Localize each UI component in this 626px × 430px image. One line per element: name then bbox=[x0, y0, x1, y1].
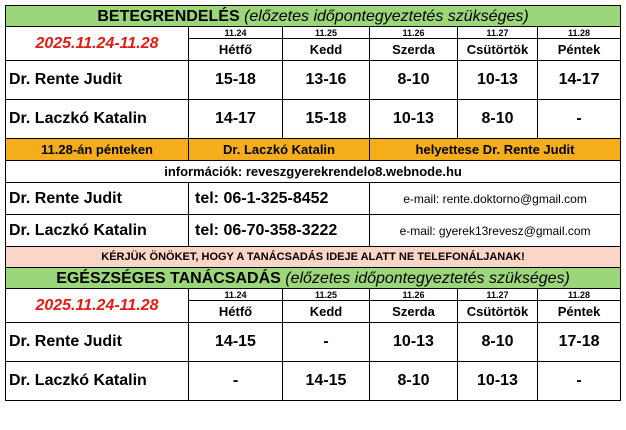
contact-row bbox=[6, 215, 621, 247]
section1-cell: 10-13 bbox=[370, 100, 458, 139]
email-label: e-mail: bbox=[399, 223, 436, 238]
section1-title-bar bbox=[6, 6, 621, 27]
section2-cell: 14-15 bbox=[283, 362, 370, 401]
contact-row bbox=[6, 183, 621, 215]
schedule-table bbox=[5, 5, 621, 401]
section2-day-5: Péntek bbox=[538, 301, 621, 323]
section1-cell: 14-17 bbox=[189, 100, 283, 139]
table-row bbox=[6, 323, 621, 362]
section2-cell: 17-18 bbox=[538, 323, 621, 362]
schedule-sheet bbox=[5, 5, 620, 423]
section1-subtitle: (előzetes időpontegyeztetés szükséges) bbox=[244, 7, 529, 25]
section2-day-2: Kedd bbox=[283, 301, 370, 323]
table-row bbox=[6, 362, 621, 401]
section1-day-4: Csütörtök bbox=[458, 39, 538, 61]
section2-subtitle: (előzetes időpontegyeztetés szükséges) bbox=[285, 269, 570, 287]
info-line: információk: reveszgyerekrendelo8.webnode.hu bbox=[6, 161, 621, 183]
section2-date-range: 2025.11.24-11.28 bbox=[6, 289, 189, 323]
section1-doctor-1: Dr. Rente Judit bbox=[6, 61, 189, 100]
contact-doctor-1: Dr. Rente Judit bbox=[6, 183, 189, 215]
notice-part-2: Dr. Laczkó Katalin bbox=[189, 139, 370, 161]
section1-date-3: 11.26 bbox=[370, 27, 458, 39]
contact-email-cell-1 bbox=[370, 183, 621, 215]
section1-day-1: Hétfő bbox=[189, 39, 283, 61]
section1-day-5: Péntek bbox=[538, 39, 621, 61]
section2-cell: 10-13 bbox=[370, 323, 458, 362]
section1-cell: 14-17 bbox=[538, 61, 621, 100]
section1-date-2: 11.25 bbox=[283, 27, 370, 39]
section1-cell: 13-16 bbox=[283, 61, 370, 100]
section2-cell: 10-13 bbox=[458, 362, 538, 401]
notice-part-1: 11.28-án pénteken bbox=[6, 139, 189, 161]
section1-cell: 15-18 bbox=[283, 100, 370, 139]
section1-date-5: 11.28 bbox=[538, 27, 621, 39]
section2-doctor-2: Dr. Laczkó Katalin bbox=[6, 362, 189, 401]
section2-date-1: 11.24 bbox=[189, 289, 283, 301]
section1-date-4: 11.27 bbox=[458, 27, 538, 39]
section1-day-3: Szerda bbox=[370, 39, 458, 61]
section2-day-3: Szerda bbox=[370, 301, 458, 323]
table-row bbox=[6, 61, 621, 100]
section1-cell: - bbox=[538, 100, 621, 139]
section1-date-1: 11.24 bbox=[189, 27, 283, 39]
section2-day-1: Hétfő bbox=[189, 301, 283, 323]
section1-doctor-2: Dr. Laczkó Katalin bbox=[6, 100, 189, 139]
section2-date-5: 11.28 bbox=[538, 289, 621, 301]
section2-date-2: 11.25 bbox=[283, 289, 370, 301]
section2-date-4: 11.27 bbox=[458, 289, 538, 301]
notice-part-3: helyettese Dr. Rente Judit bbox=[370, 139, 621, 161]
table-row bbox=[6, 100, 621, 139]
contact-email-cell-2 bbox=[370, 215, 621, 247]
contact-email-2: gyerek13revesz@gmail.com bbox=[438, 223, 591, 238]
section2-title: EGÉSZSÉGES TANÁCSADÁS bbox=[56, 269, 281, 287]
section2-title-bar bbox=[6, 268, 621, 289]
section1-cell: 8-10 bbox=[458, 100, 538, 139]
section2-date-3: 11.26 bbox=[370, 289, 458, 301]
section1-cell: 8-10 bbox=[370, 61, 458, 100]
section1-date-range: 2025.11.24-11.28 bbox=[6, 27, 189, 61]
section1-day-2: Kedd bbox=[283, 39, 370, 61]
section2-doctor-1: Dr. Rente Judit bbox=[6, 323, 189, 362]
section2-cell: 14-15 bbox=[189, 323, 283, 362]
section2-cell: 8-10 bbox=[370, 362, 458, 401]
section2-cell: 8-10 bbox=[458, 323, 538, 362]
section1-cell: 15-18 bbox=[189, 61, 283, 100]
section2-cell: - bbox=[283, 323, 370, 362]
contact-tel-1: tel: 06-1-325-8452 bbox=[189, 183, 370, 215]
section2-cell: - bbox=[189, 362, 283, 401]
contact-tel-2: tel: 06-70-358-3222 bbox=[189, 215, 370, 247]
section1-cell: 10-13 bbox=[458, 61, 538, 100]
section2-cell: - bbox=[538, 362, 621, 401]
section2-day-4: Csütörtök bbox=[458, 301, 538, 323]
warning-line: KÉRJÜK ÖNÖKET, HOGY A TANÁCSADÁS IDEJE ALATT NE TELEFONÁLJANAK! bbox=[6, 247, 621, 268]
contact-email-1: rente.doktorno@gmail.com bbox=[442, 191, 587, 206]
email-label: e-mail: bbox=[403, 191, 440, 206]
contact-doctor-2: Dr. Laczkó Katalin bbox=[6, 215, 189, 247]
section1-title: BETEGRENDELÉS bbox=[97, 7, 240, 25]
